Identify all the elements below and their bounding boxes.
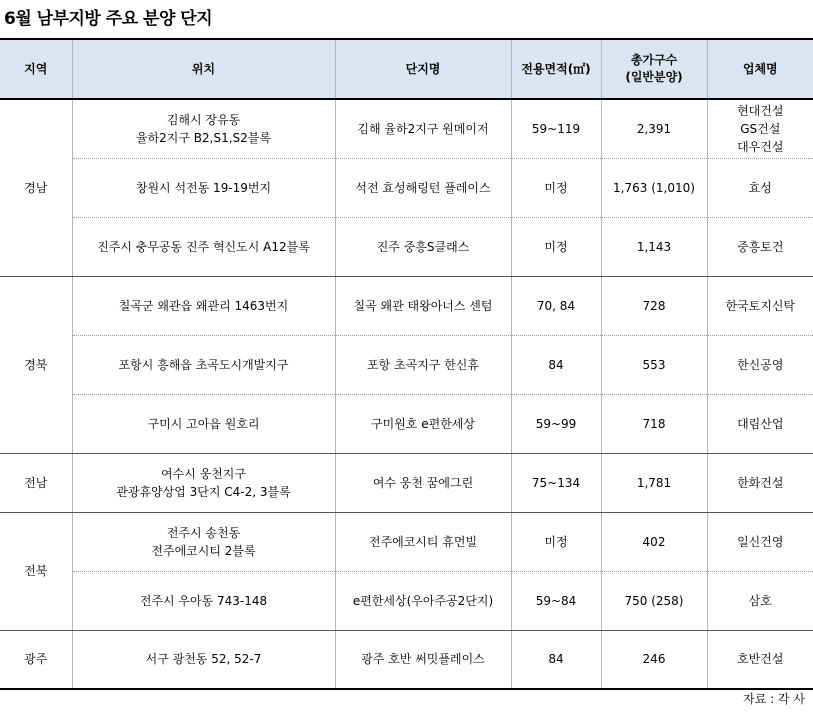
company-cell: 삼호 <box>707 571 813 630</box>
header-company: 업체명 <box>707 39 813 99</box>
company-cell: 중흥토건 <box>707 217 813 276</box>
region-cell: 전북 <box>0 512 72 630</box>
table-header-row <box>0 39 813 99</box>
area-cell: 59~84 <box>511 571 601 630</box>
page-title: 6월 남부지방 주요 분양 단지 <box>4 9 213 29</box>
complex-cell: e편한세상(우아주공2단지) <box>335 571 511 630</box>
households-cell: 246 <box>601 630 707 689</box>
area-cell: 미정 <box>511 512 601 571</box>
households-cell: 2,391 <box>601 99 707 158</box>
region-cell: 경남 <box>0 99 72 276</box>
area-cell: 70, 84 <box>511 276 601 335</box>
company-cell: 호반건설 <box>707 630 813 689</box>
complex-cell: 석전 효성해링턴 플레이스 <box>335 158 511 217</box>
location-cell: 구미시 고아읍 원호리 <box>72 394 335 453</box>
location-cell: 전주시 송천동 전주에코시티 2블록 <box>72 512 335 571</box>
housing-table <box>0 38 813 690</box>
company-cell: 효성 <box>707 158 813 217</box>
company-cell: 한화건설 <box>707 453 813 512</box>
households-cell: 402 <box>601 512 707 571</box>
area-cell: 59~99 <box>511 394 601 453</box>
complex-cell: 광주 호반 써밋플레이스 <box>335 630 511 689</box>
company-cell: 일신건영 <box>707 512 813 571</box>
households-cell: 718 <box>601 394 707 453</box>
region-cell: 전남 <box>0 453 72 512</box>
table-row <box>0 335 813 394</box>
region-cell: 경북 <box>0 276 72 453</box>
location-cell: 칠곡군 왜관읍 왜관리 1463번지 <box>72 276 335 335</box>
complex-cell: 칠곡 왜관 태왕아너스 센텀 <box>335 276 511 335</box>
header-complex: 단지명 <box>335 39 511 99</box>
table-row <box>0 217 813 276</box>
complex-cell: 여수 웅천 꿈에그린 <box>335 453 511 512</box>
table-row <box>0 99 813 158</box>
location-cell: 창원시 석전동 19-19번지 <box>72 158 335 217</box>
complex-cell: 진주 중흥S클래스 <box>335 217 511 276</box>
area-cell: 미정 <box>511 158 601 217</box>
company-cell: 현대건설 GS건설 대우건설 <box>707 99 813 158</box>
table-row <box>0 276 813 335</box>
area-cell: 75~134 <box>511 453 601 512</box>
area-cell: 59~119 <box>511 99 601 158</box>
header-location: 위치 <box>72 39 335 99</box>
households-cell: 1,763 (1,010) <box>601 158 707 217</box>
households-cell: 728 <box>601 276 707 335</box>
table-row <box>0 630 813 689</box>
location-cell: 전주시 우아동 743-148 <box>72 571 335 630</box>
source-note: 자료 : 각 사 <box>743 692 805 706</box>
header-households: 총가구수 (일반분양) <box>601 39 707 99</box>
households-cell: 1,143 <box>601 217 707 276</box>
region-cell: 광주 <box>0 630 72 689</box>
location-cell: 김해시 장유동 율하2지구 B2,S1,S2블록 <box>72 99 335 158</box>
location-cell: 서구 광천동 52, 52-7 <box>72 630 335 689</box>
company-cell: 한신공영 <box>707 335 813 394</box>
table-row <box>0 158 813 217</box>
area-cell: 84 <box>511 630 601 689</box>
complex-cell: 구미원호 e편한세상 <box>335 394 511 453</box>
households-cell: 1,781 <box>601 453 707 512</box>
header-area: 전용면적(㎡) <box>511 39 601 99</box>
area-cell: 84 <box>511 335 601 394</box>
header-region: 지역 <box>0 39 72 99</box>
company-cell: 대림산업 <box>707 394 813 453</box>
complex-cell: 포항 초곡지구 한신휴 <box>335 335 511 394</box>
location-cell: 여수시 웅천지구 관광휴양상업 3단지 C4-2, 3블록 <box>72 453 335 512</box>
table-row <box>0 394 813 453</box>
location-cell: 진주시 충무공동 진주 혁신도시 A12블록 <box>72 217 335 276</box>
complex-cell: 전주에코시티 휴먼빌 <box>335 512 511 571</box>
table-row <box>0 571 813 630</box>
households-cell: 553 <box>601 335 707 394</box>
area-cell: 미정 <box>511 217 601 276</box>
location-cell: 포항시 흥해읍 초곡도시개발지구 <box>72 335 335 394</box>
complex-cell: 김해 율하2지구 원메이저 <box>335 99 511 158</box>
table-row <box>0 512 813 571</box>
table-row <box>0 453 813 512</box>
households-cell: 750 (258) <box>601 571 707 630</box>
company-cell: 한국토지신탁 <box>707 276 813 335</box>
